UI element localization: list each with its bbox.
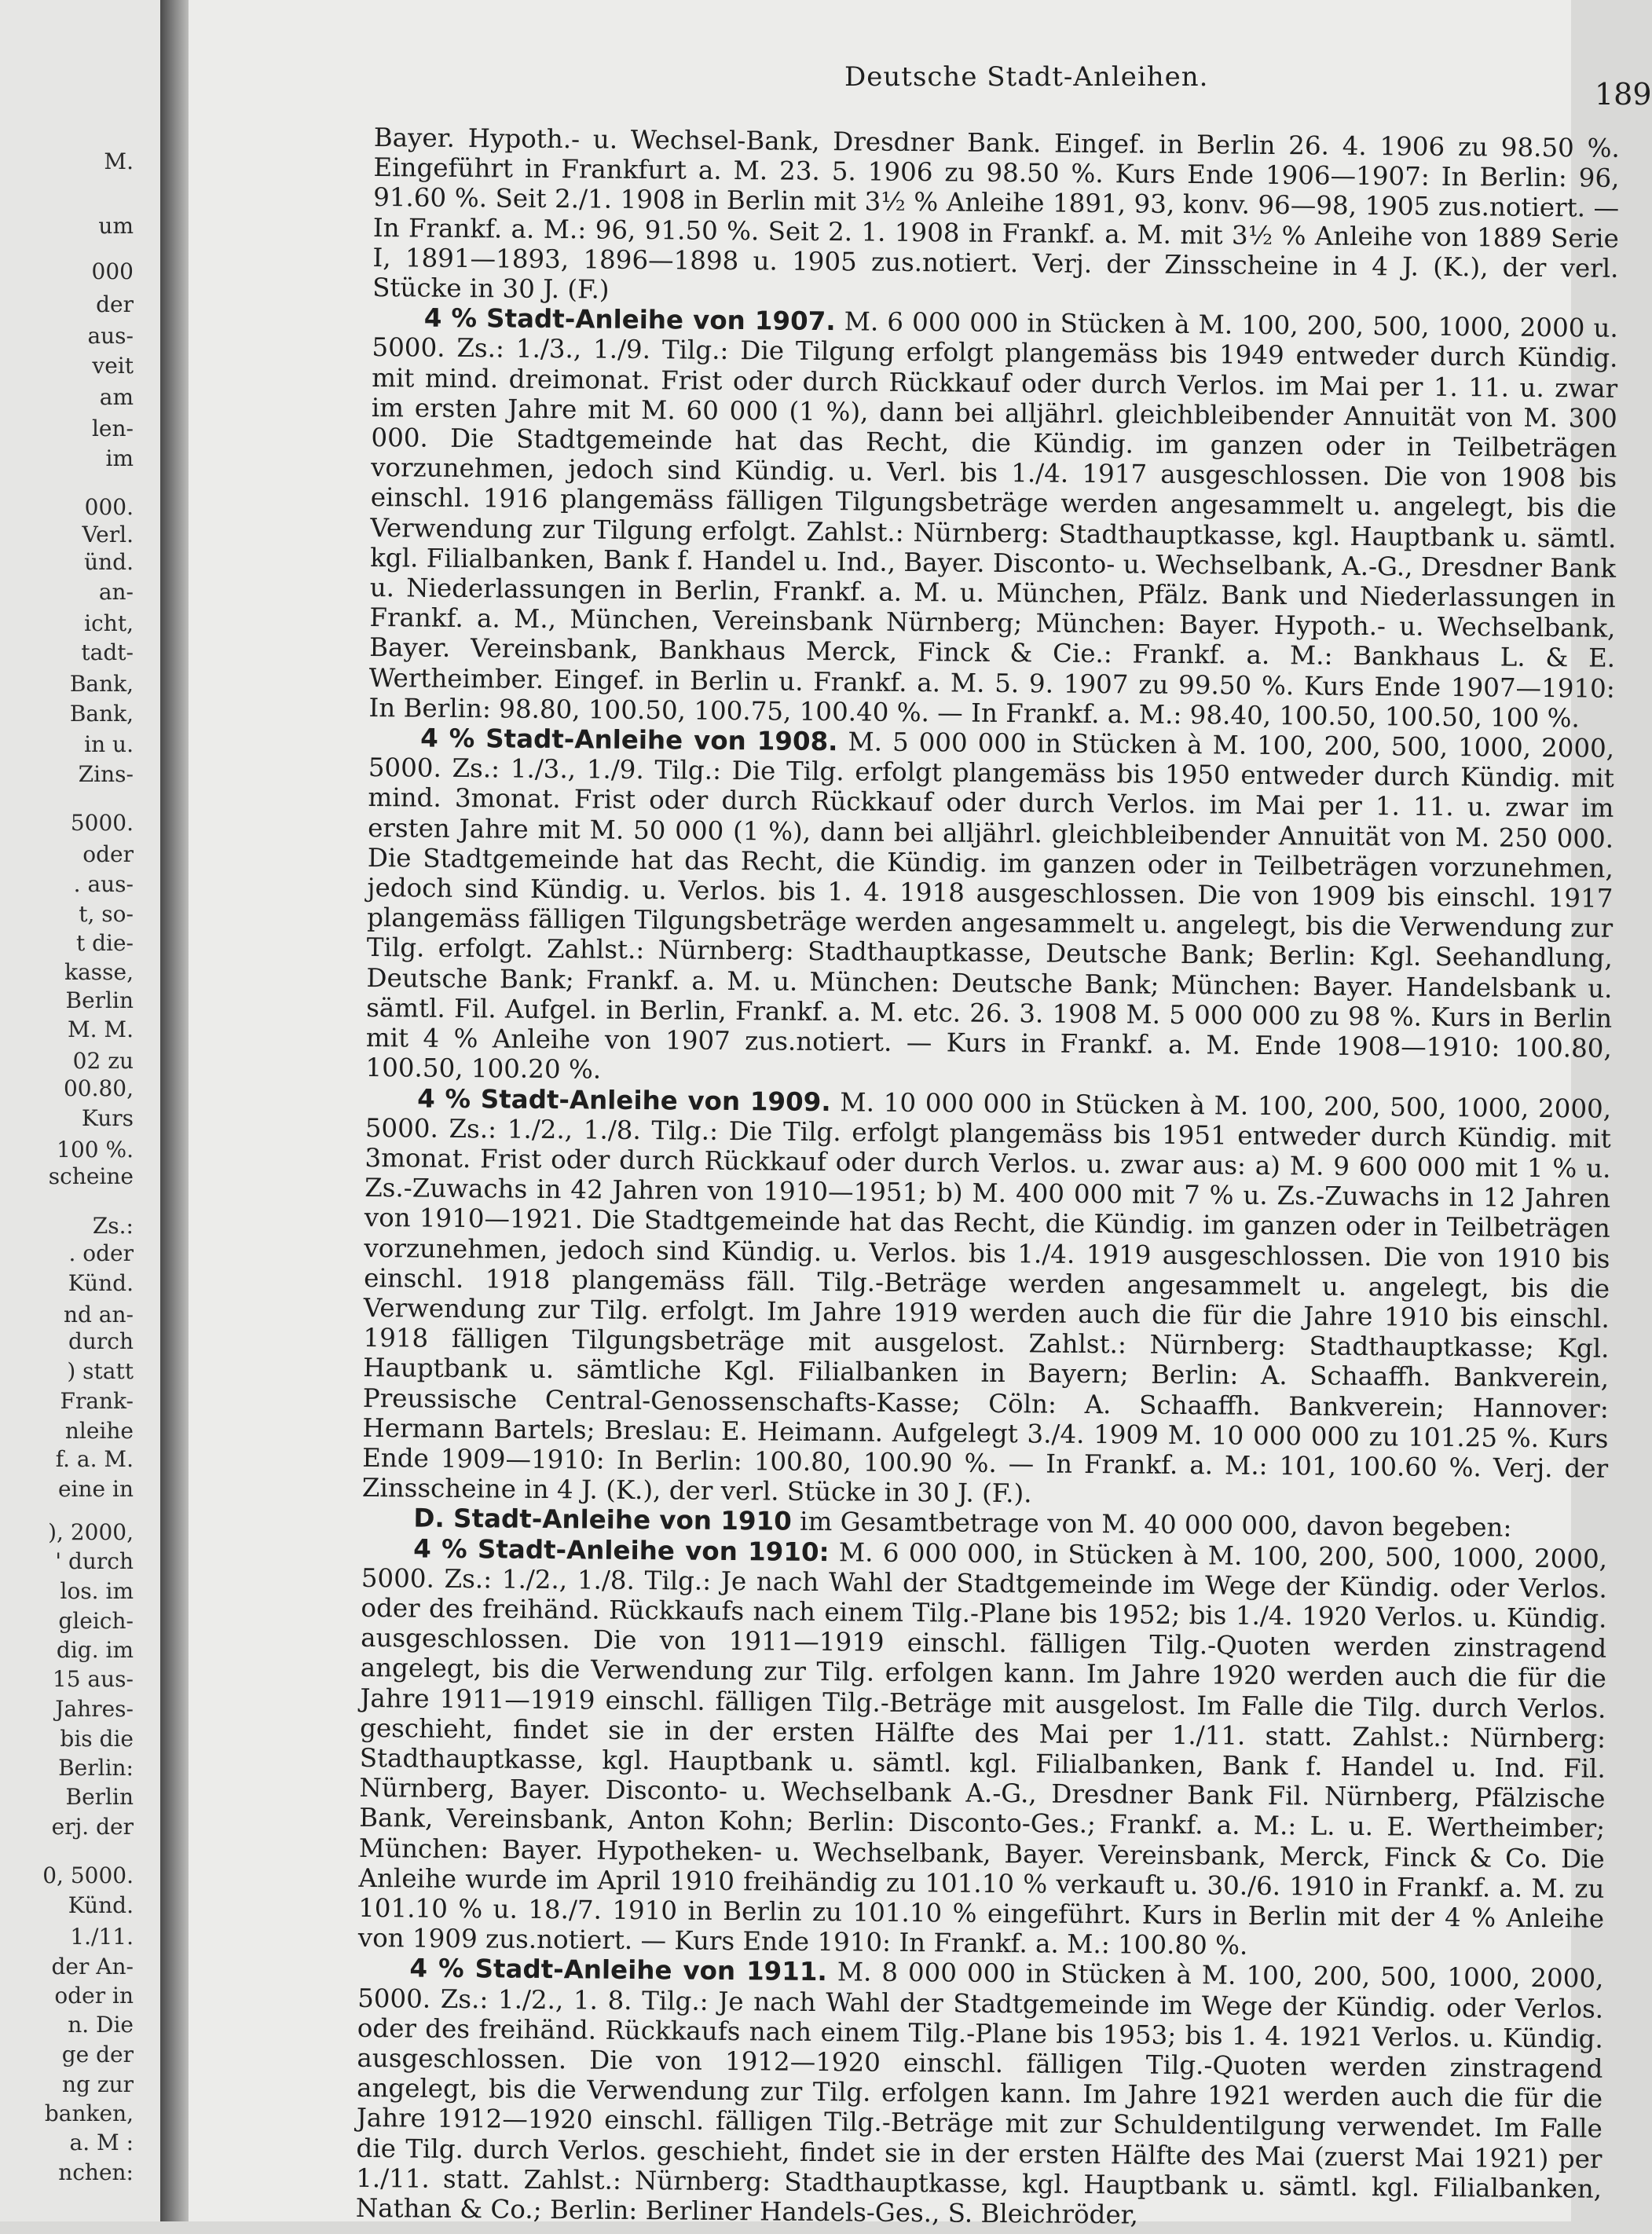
margin-fragment: f. a. M. bbox=[55, 1446, 134, 1472]
paragraph-text: M. 8 000 000 in Stücken à M. 100, 200, 500, 1000, 2000, 5000. Zs.: 1./2., 1. 8. Tilg.: Je nach Wahl der Stadtgemeinde im Wege der Kündig. oder Verlos. oder des freihänd. Rückkaufs nach einem Tilg.-Plane bis 1953; bis 1. 4. 1921 Verlos. u. Kündig. ausgeschlossen. Die von 1912—1920 einschl. fälligen Tilg.-Quoten werden zinstragend angelegt, bis die Verwendung zur Tilg. erfolgen kann. Im Jahre 1921 werden auch die für die Jahre 1912—1920 einschl. fälligen Tilg.-Beträge mit zur Schuldentilgung verwendet. Im Falle die Tilg. durch Verlos. geschieht, findet sie in der ersten Hälfte des Mai (zuerst Mai 1921) per 1./11. statt. Zahlst.: Nürnberg: Stadthauptkasse, kgl. Hauptbank u. sämtl. kgl. Filialbanken, Nathan & Co.; Berlin: Berliner Handels-Ges., S. Bleichröder, bbox=[355, 1957, 1604, 2230]
paragraph bbox=[356, 1953, 1604, 2234]
margin-fragment: ), 2000, bbox=[48, 1519, 134, 1545]
paragraph-text: M. 6 000 000 in Stücken à M. 100, 200, 500, 1000, 2000 u. 5000. Zs.: 1./3., 1./9. Tilg.: Die Tilgung erfolgt plangemäss bis 1949 entweder durch Kündig. mit mind. dreimonat. Frist oder durch Rückkauf oder durch Verlos. im Mai per 1. 11. u. zwar im ersten Jahre mit M. 60 000 (1 %), dann bei alljährl. gleichbleibender Annuität von M. 300 000. Die Stadtgemeinde hat das Recht, die Kündig. im ganzen oder in Teilbeträgen vorzunehmen, jedoch sind Kündig. u. Verl. bis 1./4. 1917 ausgeschlossen. Die von 1908 bis einschl. 1916 plangemäss fälligen Tilgungsbeträge werden angesammelt u. angelegt, bis die Verwendung zur Tilgung erfolgt. Zahlst.: Nürnberg: Stadthauptkasse, kgl. Hauptbank u. sämtl. kgl. Filialbanken, Bank f. Handel u. Ind., Bayer. Disconto- u. Wechselbank, A.-G., Dresdner Bank u. Niederlassungen in Berlin, Frankf. a. M. u. München, Pfälz. Bank und Niederlassungen in Frankf. a. M., München, Vereinsbank Nürnberg; München: Bayer. Hypoth.- u. Wechselbank, Bayer. Vereinsbank, Bankhaus Merck, Finck & Cie.: Frankf. a. M.: Bankhaus L. & E. Wertheimber. Eingef. in Berlin u. Frankf. a. M. 5. 9. 1907 zu 99.50 %. Kurs Ende 1907—1910: In Berlin: 98.80, 100.50, 100.75, 100.40 %. — In Frankf. a. M.: 98.40, 100.50, 100.50, 100 %. bbox=[368, 306, 1618, 734]
section-heading: D. Stadt-Anleihe von 1910 bbox=[413, 1503, 792, 1537]
paragraph-text: M. 5 000 000 in Stücken à M. 100, 200, 500, 1000, 2000, 5000. Zs.: 1./3., 1./9. Tilg.: Die Tilg. erfolgt plangemäss bis 1950 entweder durch Kündig. mit mind. 3monat. Frist oder durch Rückkauf oder durch Verlos. im Mai per 1. 11. u. zwar im ersten Jahre mit M. 50 000 (1 %), dann bei alljährl. gleichbleibender Annuität von M. 250 000. Die Stadtgemeinde hat das Recht, die Kündig. im ganzen oder in Teilbeträgen vorzunehmen, jedoch sind Kündig. u. Verlos. bis 1. 4. 1918 ausgeschlossen. Die von 1909 bis einschl. 1917 plangemäss fälligen Tilgungsbeträge werden angesammelt u. angelegt, bis die Verwendung zur Tilg. erfolgt. Zahlst.: Nürnberg: Stadthauptkasse, Deutsche Bank; Berlin: Kgl. Seehandlung, Deutsche Bank; Frankf. a. M. u. München: Deutsche Bank; München: Bayer. Handelsbank u. sämtl. Fil. Aufgel. in Berlin, Frankf. a. M. etc. 26. 3. 1908 M. 5 000 000 zu 98 %. Kurs in Berlin mit 4 % Anleihe von 1907 zus.notiert. — Kurs in Frankf. a. M. Ende 1908—1910: 100.80, 100.50, 100.20 %. bbox=[365, 727, 1615, 1085]
margin-fragment: ) statt bbox=[67, 1358, 134, 1384]
paragraph bbox=[358, 1533, 1608, 1964]
margin-fragment: 0, 5000. bbox=[42, 1862, 134, 1888]
margin-fragment: erj. der bbox=[51, 1814, 134, 1840]
document-body bbox=[356, 123, 1620, 2234]
margin-fragment: durch bbox=[68, 1328, 134, 1354]
margin-fragment: oder bbox=[82, 841, 134, 867]
section-heading: 4 % Stadt-Anleihe von 1909. bbox=[416, 1083, 831, 1117]
margin-fragment: 1./11. bbox=[70, 1924, 134, 1950]
margin-fragment: kasse, bbox=[64, 959, 134, 985]
margin-fragment: banken, bbox=[44, 2100, 134, 2126]
margin-fragment: ' durch bbox=[55, 1548, 134, 1574]
page-number: 189 bbox=[1595, 77, 1652, 112]
margin-fragment: 000. bbox=[84, 494, 134, 520]
paragraph bbox=[368, 302, 1618, 734]
margin-fragment: 100 %. bbox=[57, 1137, 134, 1163]
margin-fragment: aus- bbox=[87, 323, 134, 349]
margin-fragment: in u. bbox=[84, 731, 134, 757]
margin-fragment: Berlin bbox=[65, 987, 134, 1013]
margin-fragment: oder in bbox=[54, 1983, 134, 2009]
margin-fragment: bis die bbox=[60, 1726, 134, 1752]
margin-fragment: um bbox=[98, 213, 134, 239]
margin-fragment: nd an- bbox=[63, 1302, 134, 1328]
margin-fragment: Zins- bbox=[78, 761, 134, 787]
margin-fragment: veit bbox=[92, 353, 134, 379]
margin-fragment: ünd. bbox=[84, 549, 134, 575]
margin-fragment: 5000. bbox=[70, 810, 134, 836]
margin-fragment: Künd. bbox=[68, 1270, 134, 1296]
margin-fragment: tadt- bbox=[81, 639, 134, 665]
margin-fragment: los. im bbox=[60, 1578, 134, 1604]
margin-fragment: ng zur bbox=[61, 2071, 134, 2097]
section-heading: 4 % Stadt-Anleihe von 1910: bbox=[412, 1533, 830, 1567]
paragraph-text: Bayer. Hypoth.- u. Wechsel-Bank, Dresdner Bank. Eingef. in Berlin 26. 4. 1906 zu 98.50 %. Eingeführt in Frankfurt a. M. 23. 5. 1906 zu 98.50 %. Kurs Ende 1906—1907: In Berlin: 96, 91.60 %. Seit 2./1. 1908 in Berlin mit 3½ % Anleihe 1891, 93, konv. 96—98, 1905 zus.notiert. — In Frankf. a. M.: 96, 91.50 %. Seit 2. 1. 1908 in Frankf. a. M. mit 3½ % Anleihe von 1889 Serie I, 1891—1893, 1896—1898 u. 1905 zus.notiert. Verj. der Zinsscheine in 4 J. (K.), der verl. Stücke in 30 J. (F.) bbox=[372, 123, 1620, 305]
margin-fragment: Bank, bbox=[69, 701, 134, 727]
margin-fragment: Verl. bbox=[82, 522, 134, 548]
margin-fragment: Zs.: bbox=[92, 1213, 134, 1239]
margin-fragment: 02 zu bbox=[72, 1048, 134, 1074]
margin-fragment: n. Die bbox=[68, 2012, 134, 2038]
margin-fragment: der bbox=[96, 291, 134, 317]
margin-fragment: an- bbox=[98, 579, 134, 605]
margin-fragment: 00.80, bbox=[63, 1075, 134, 1101]
book-spine bbox=[160, 0, 189, 2221]
margin-fragment: Berlin: bbox=[58, 1755, 134, 1781]
margin-fragment: Frank- bbox=[60, 1388, 134, 1414]
paragraph bbox=[365, 723, 1614, 1093]
margin-fragment: gleich- bbox=[58, 1608, 134, 1634]
running-header: Deutsche Stadt-Anleihen. bbox=[844, 61, 1209, 93]
paragraph bbox=[362, 1082, 1612, 1514]
margin-fragment: scheine bbox=[48, 1163, 134, 1189]
margin-fragment: len- bbox=[91, 416, 134, 441]
margin-fragment: t die- bbox=[75, 930, 134, 956]
margin-fragment: M. bbox=[104, 148, 134, 174]
margin-fragment: eine in bbox=[57, 1476, 134, 1502]
margin-fragment: im bbox=[105, 445, 134, 471]
margin-fragment: Bank, bbox=[69, 671, 134, 697]
margin-fragment: Jahres- bbox=[55, 1696, 134, 1722]
section-heading: 4 % Stadt-Anleihe von 1907. bbox=[423, 302, 836, 337]
section-heading: 4 % Stadt-Anleihe von 1908. bbox=[419, 723, 838, 757]
margin-fragment: Kurs bbox=[81, 1105, 134, 1131]
margin-fragment: ge der bbox=[61, 2042, 134, 2067]
margin-fragment: . aus- bbox=[73, 871, 134, 897]
paragraph-text: M. 6 000 000, in Stücken à M. 100, 200, 500, 1000, 2000, 5000. Zs.: 1./2., 1./8. Tilg.: Je nach Wahl der Stadtgemeinde im Wege der Kündig. oder Verlos. oder des freihänd. Rückkaufs nach einem Tilg.-Plane bis 1952; bis 1./4. 1920 Verlos. u. Kündig. ausgeschlossen. Die von 1911—1919 einschl. fälligen Tilg.-Quoten werden zinstragend angelegt, bis die Verwendung zur Tilg. erfolgen kann. Im Jahre 1920 werden auch die für die Jahre 1911—1919 einschl. fälligen Tilg.-Beträge mit ausgelost. Im Falle die Tilg. durch Verlos. geschieht, findet sie in der ersten Hälfte des Mai per 1./11. statt. Zahlst.: Nürnberg: Stadthauptkasse, kgl. Hauptbank u. sämtl. kgl. Filialbanken, Bank f. Handel u. Ind. Fil. Nürnberg, Bayer. Disconto- u. Wechselbank A.-G., Dresdner Bank Fil. Nürnberg, Pfälzische Bank, Vereinsbank, Anton Kohn; Berlin: Disconto-Ges.; Frankf. a. M.: L. u. E. Wertheimber; München: Bayer. Hypotheken- u. Wechselbank, Bayer. Vereinsbank, Merck, Finck & Co. Die Anleihe wurde im April 1910 freihändig zu 101.10 % verkauft u. 30./6. 1910 in Frankf. a. M. zu 101.10 % u. 18./7. 1910 in Berlin zu 101.10 % eingeführt. Kurs in Berlin mit der 4 % Anleihe von 1909 zus.notiert. — Kurs Ende 1910: In Frankf. a. M.: 100.80 %. bbox=[357, 1536, 1608, 1961]
margin-fragment: 000 bbox=[91, 258, 134, 284]
document-page bbox=[42, 0, 1652, 2230]
margin-fragment: icht, bbox=[84, 610, 134, 636]
margin-fragment: am bbox=[99, 384, 134, 410]
paragraph bbox=[372, 123, 1620, 313]
paragraph-text: im Gesamtbetrage von M. 40 000 000, davon begeben: bbox=[799, 1507, 1512, 1544]
paragraph-text: M. 10 000 000 in Stücken à M. 100, 200, 500, 1000, 2000, 5000. Zs.: 1./2., 1./8. Tilg.: Die Tilg. erfolgt plangemäss bis 1951 entweder durch Kündig. mit 3monat. Frist oder durch Rückkauf oder durch Verlos. u. zwar aus: a) M. 9 600 000 mit 1 % u. Zs.-Zuwachs in 42 Jahren von 1910—1951; b) M. 400 000 mit 7 % u. Zs.-Zuwachs in 12 Jahren von 1910—1921. Die Stadtgemeinde hat das Recht, die Kündig. im ganzen oder in Teilbeträgen vorzunehmen, jedoch sind Kündig. u. Verlos. bis 1./4. 1919 ausgeschlossen. Die von 1910 bis einschl. 1918 plangemäss fäll. Tilg.-Beträge werden angesammelt u. angelegt, bis die Verwendung zur Tilg. erfolgt. Im Jahre 1919 werden auch die für die Jahre 1910 bis einschl. 1918 fälligen Tilgungsbeträge mit ausgelost. Zahlst.: Nürnberg: Stadthauptkasse; Kgl. Hauptbank u. sämtliche Kgl. Filialbanken in Bayern; Berlin: A. Schaaffh. Bankverein, Preussische Central-Genossenschafts-Kasse; Cöln: A. Schaaffh. Bankverein; Hannover: Hermann Bartels; Breslau: E. Heimann. Aufgelegt 3./4. 1909 M. 10 000 000 zu 101.25 %. Kurs Ende 1909—1910: In Berlin: 100.80, 100.90 %. — In Frankf. a. M.: 101, 100.60 %. Verj. der Zinsscheine in 4 J. (K.), der verl. Stücke in 30 J. (F.). bbox=[361, 1086, 1612, 1509]
margin-fragment: Künd. bbox=[68, 1892, 134, 1918]
margin-fragment: . oder bbox=[68, 1240, 134, 1266]
margin-fragment: Berlin bbox=[65, 1784, 134, 1810]
margin-fragment: M. M. bbox=[67, 1016, 134, 1042]
margin-fragment: der An- bbox=[51, 1954, 134, 1979]
section-heading: 4 % Stadt-Anleihe von 1911. bbox=[409, 1953, 828, 1987]
margin-fragment: a. M : bbox=[69, 2130, 134, 2155]
margin-fragment: t, so- bbox=[79, 901, 134, 927]
margin-fragment: 15 aus- bbox=[52, 1666, 134, 1692]
margin-fragment: nchen: bbox=[58, 2159, 134, 2185]
margin-fragment: dig. im bbox=[56, 1637, 134, 1663]
margin-fragment: nleihe bbox=[64, 1418, 134, 1444]
